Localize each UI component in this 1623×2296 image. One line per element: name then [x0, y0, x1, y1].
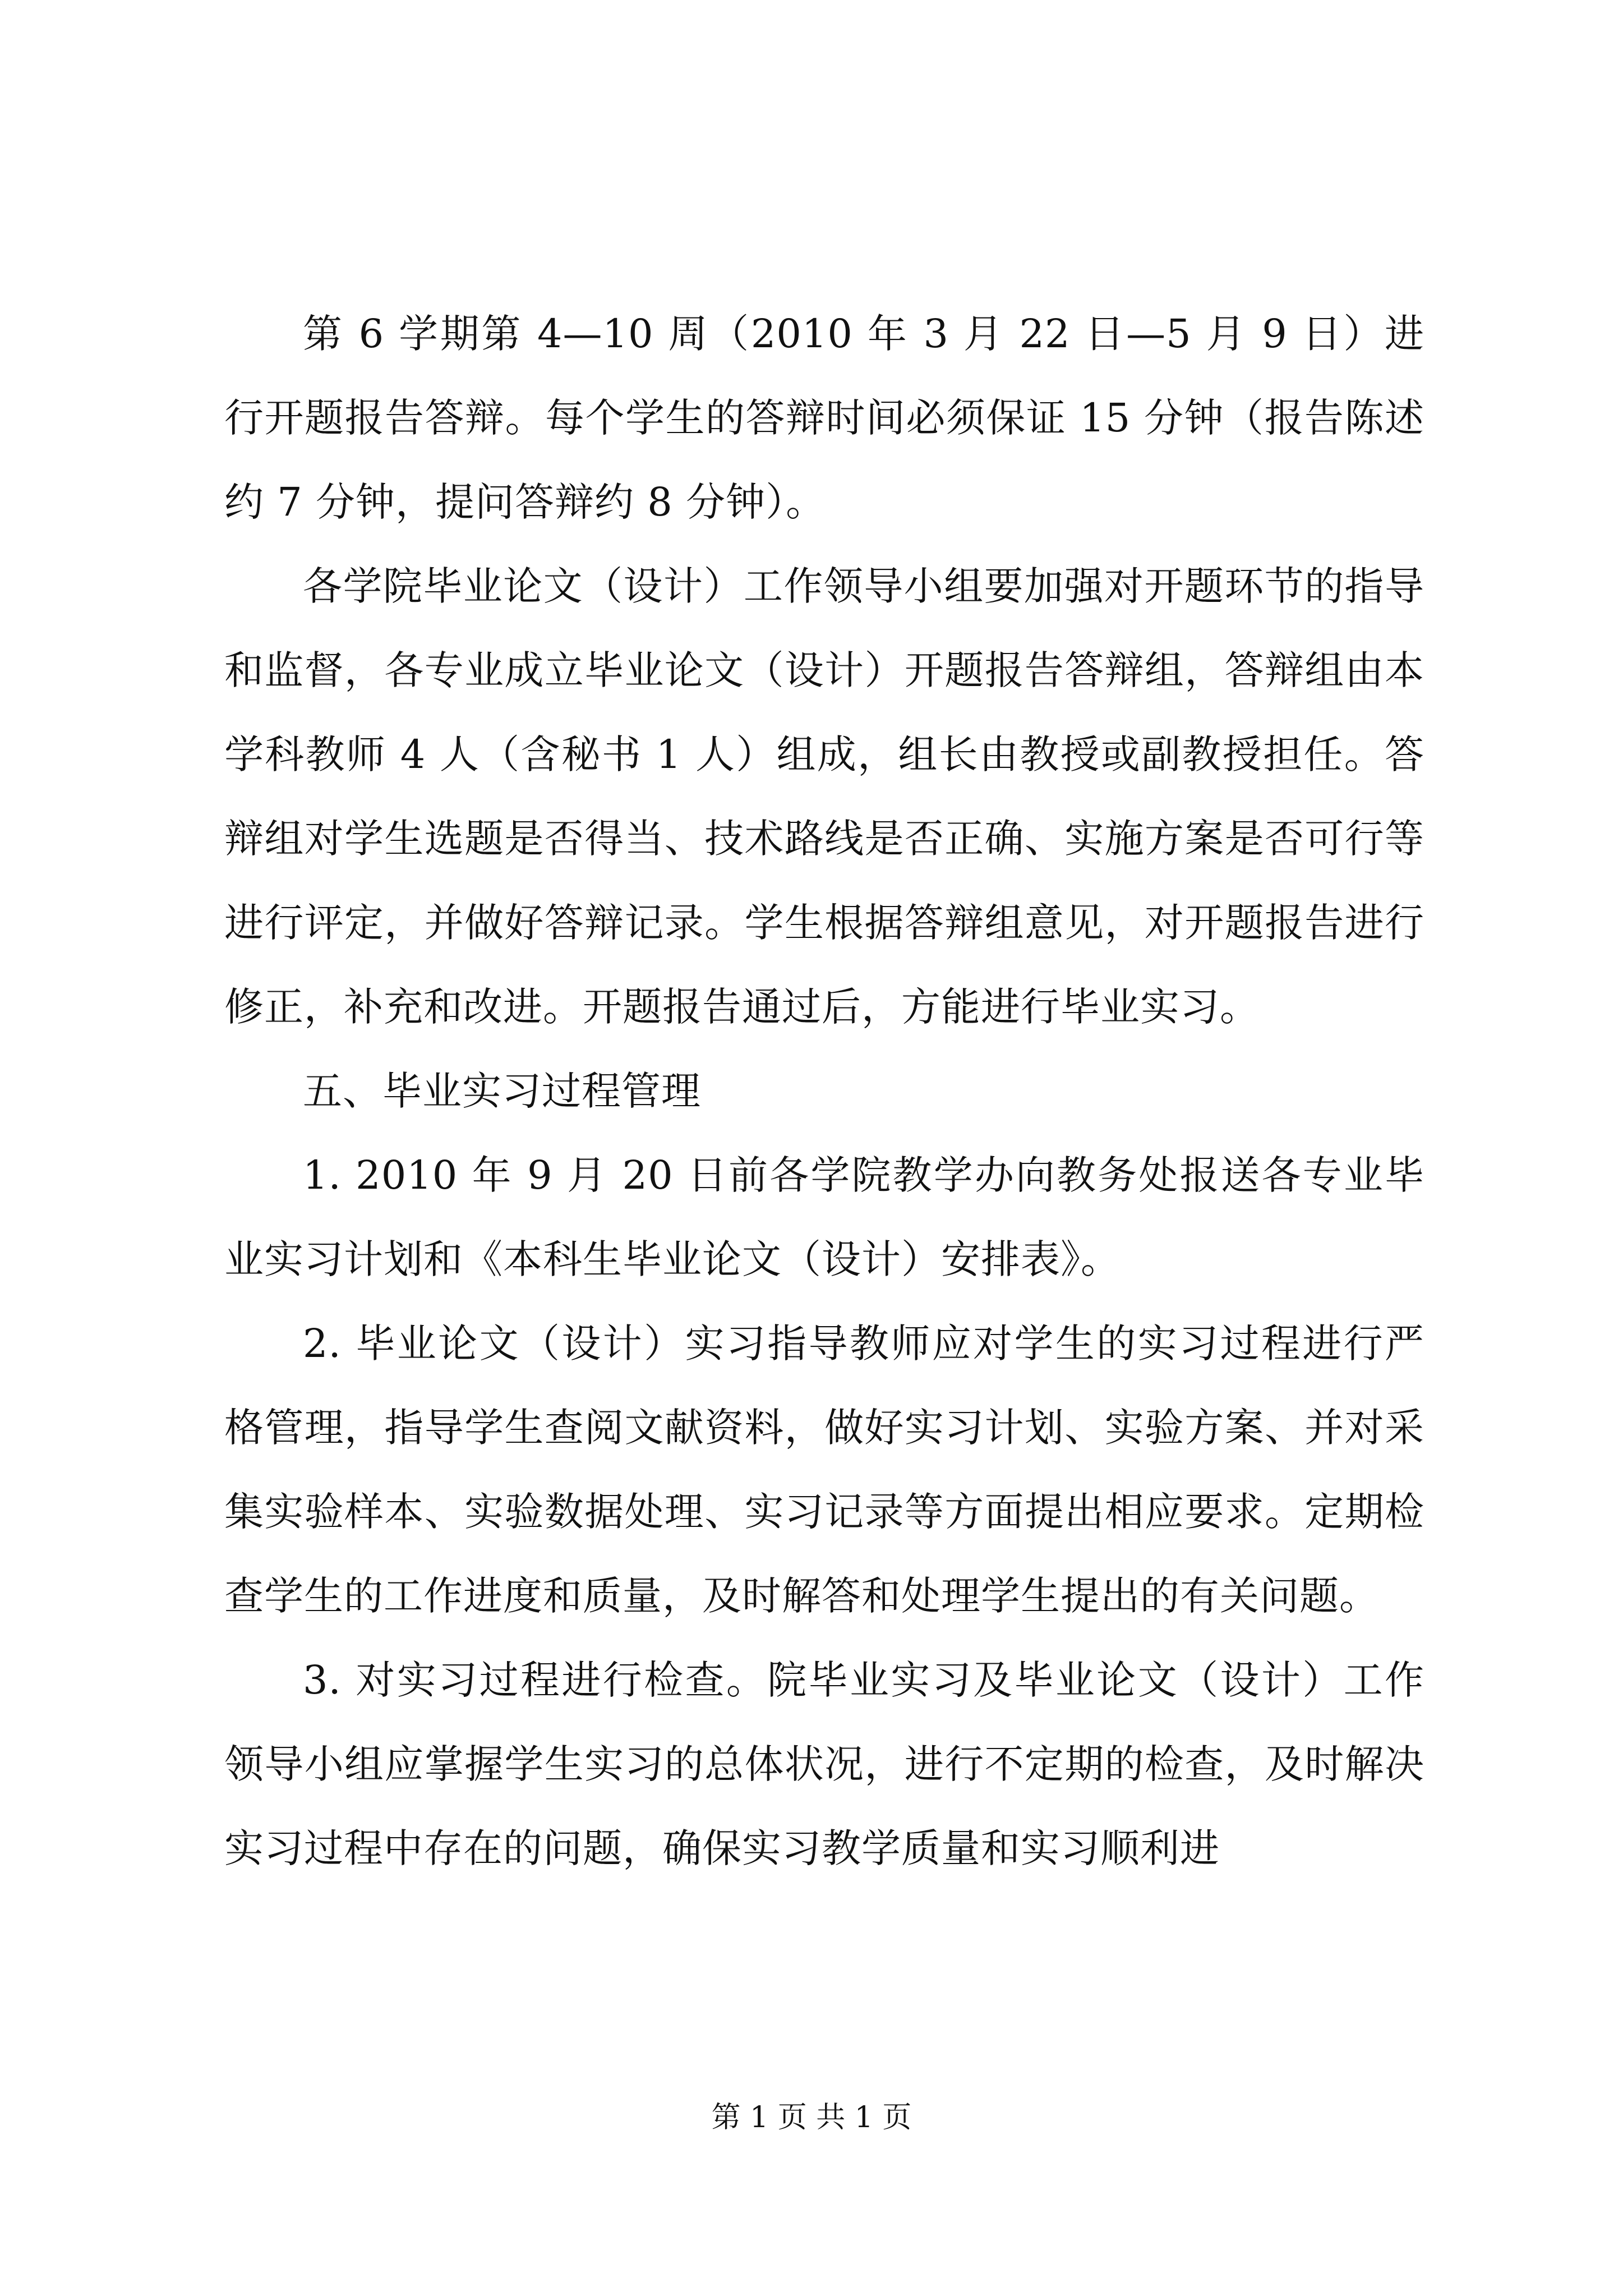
page-footer: 第 1 页 共 1 页: [711, 2101, 912, 2134]
paragraph-item-1: 1. 2010 年 9 月 20 日前各学院教学办向教务处报送各专业毕业实习计划和《本科生毕业论文（设计）安排表》。: [224, 1152, 1424, 1282]
paragraph-item-3: 3. 对实习过程进行检查。院毕业实习及毕业论文（设计）工作领导小组应掌握学生实习的总体状况，进行不定期的检查，及时解决实习过程中存在的问题，确保实习教学质量和实习顺利进: [224, 1657, 1424, 1871]
section-heading-internship-management: 五、毕业实习过程管理: [303, 1068, 701, 1114]
paragraph-defense-schedule: 第 6 学期第 4—10 周（2010 年 3 月 22 日—5 月 9 日）进行开题报告答辩。每个学生的答辩时间必须保证 15 分钟（报告陈述约 7 分钟，提问答辩约 8 分钟）。: [224, 311, 1424, 525]
paragraph-defense-group: 各学院毕业论文（设计）工作领导小组要加强对开题环节的指导和监督，各专业成立毕业论文（设计）开题报告答辩组，答辩组由本学科教师 4 人（含秘书 1 人）组成，组长由教授或副教授担任。答辩组对学生选题是否得当、技术路线是否正确、实施方案是否可行等进行评定，并做好答辩记录。学生根据答辩组意见，对开题报告进行修正，补充和改进。开题报告通过后，方能进行毕业实习。: [224, 563, 1424, 1030]
document-body: [224, 292, 1424, 1890]
paragraph-item-2: 2. 毕业论文（设计）实习指导教师应对学生的实习过程进行严格管理，指导学生查阅文献资料，做好实习计划、实验方案、并对采集实验样本、实验数据处理、实习记录等方面提出相应要求。定期检查学生的工作进度和质量，及时解答和处理学生提出的有关问题。: [224, 1320, 1424, 1619]
